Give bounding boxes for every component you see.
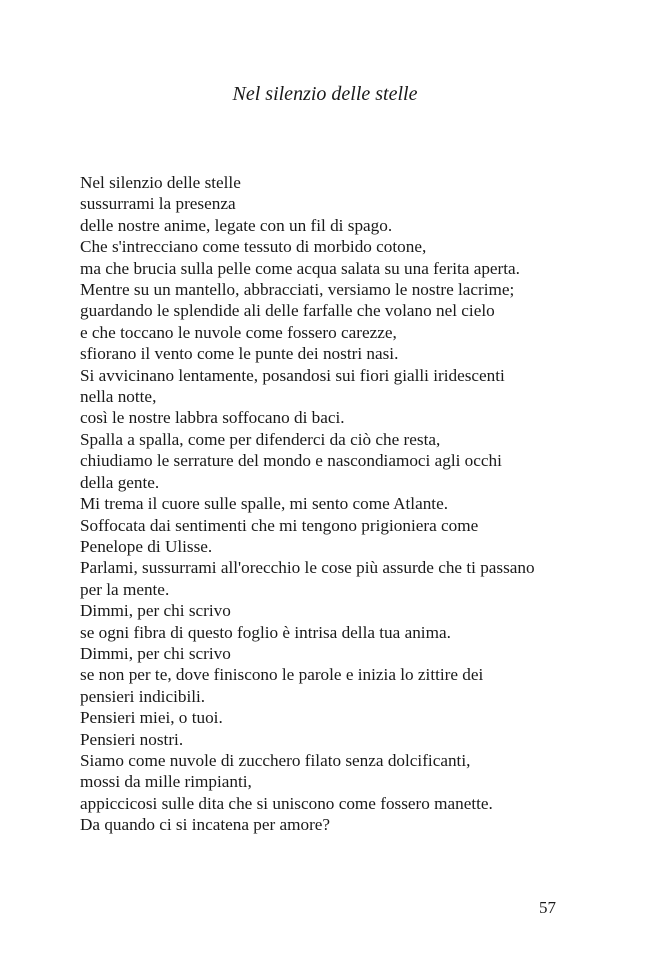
poem-body [80, 172, 580, 836]
poem-line: Dimmi, per chi scrivo [80, 643, 231, 663]
poem-line: mossi da mille rimpianti, [80, 772, 252, 792]
poem-line: Pensieri nostri. [80, 729, 184, 749]
poem-line: Mi trema il cuore sulle spalle, mi sento come Atlante. [80, 494, 449, 514]
poem-line: chiudiamo le serrature del mondo e nascondiamoci agli occhi [80, 451, 502, 471]
poem-line: guardando le splendide ali delle farfalle che volano nel cielo [80, 301, 495, 321]
poem-line: Soffocata dai sentimenti che mi tengono prigioniera come [80, 515, 479, 535]
poem-line: se non per te, dove finiscono le parole e inizia lo zittire dei [80, 665, 484, 685]
poem-line: e che toccano le nuvole come fossero carezze, [80, 322, 397, 342]
poem-line: Dimmi, per chi scrivo [80, 601, 231, 621]
poem-line: delle nostre anime, legate con un fil di spago. [80, 215, 393, 235]
poem-line: sfiorano il vento come le punte dei nostri nasi. [80, 344, 399, 364]
poem-line: se ogni fibra di questo foglio è intrisa della tua anima. [80, 622, 451, 642]
poem-line: Penelope di Ulisse. [80, 536, 213, 556]
poem-line: ma che brucia sulla pelle come acqua salata su una ferita aperta. [80, 258, 520, 278]
poem-line: Che s'intrecciano come tessuto di morbido cotone, [80, 237, 427, 257]
poem-line: sussurrami la presenza [80, 194, 236, 214]
poem-line: Parlami, sussurrami all'orecchio le cose più assurde che ti passano [80, 558, 535, 578]
poem-line: Mentre su un mantello, abbracciati, versiamo le nostre lacrime; [80, 280, 515, 300]
poem-line: della gente. [80, 472, 160, 492]
poem-line: Da quando ci si incatena per amore? [80, 815, 331, 835]
poem-line: nella notte, [80, 387, 157, 407]
poem-line: Siamo come nuvole di zucchero filato senza dolcificanti, [80, 750, 471, 770]
poem-line: per la mente. [80, 579, 170, 599]
poem-line: Nel silenzio delle stelle [80, 173, 241, 192]
poem-line: così le nostre labbra soffocano di baci. [80, 408, 345, 428]
poem-line: appiccicosi sulle dita che si uniscono come fossero manette. [80, 793, 493, 813]
poem-line: Pensieri miei, o tuoi. [80, 708, 223, 728]
page-number: 57 [539, 898, 556, 917]
poem-line: Spalla a spalla, come per difenderci da ciò che resta, [80, 429, 441, 449]
poem-line: Si avvicinano lentamente, posandosi sui fiori gialli iridescenti [80, 365, 505, 385]
poem-line: pensieri indicibili. [80, 686, 206, 706]
poem-title: Nel silenzio delle stelle [232, 83, 418, 105]
